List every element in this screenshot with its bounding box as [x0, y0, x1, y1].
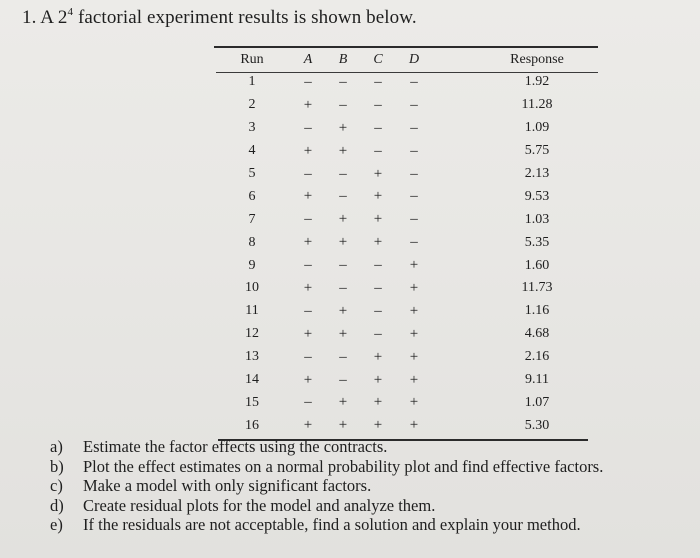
cell-b: – [339, 348, 347, 365]
question-letter: b) [50, 456, 64, 476]
table-row [214, 231, 598, 254]
header-a: A [303, 52, 313, 67]
question-item [50, 515, 603, 535]
cell-c: – [374, 257, 382, 274]
cell-c: + [373, 234, 383, 251]
cell-a: + [303, 279, 313, 296]
cell-c: – [374, 279, 382, 296]
cell-b: + [338, 211, 348, 228]
header-spacer [432, 49, 476, 71]
cell-run: 8 [248, 234, 256, 250]
table-top-rule [214, 46, 598, 48]
cell-b: – [339, 165, 347, 182]
table-row [214, 414, 598, 437]
question-item [50, 476, 603, 496]
cell-spacer [432, 369, 476, 392]
cell-response: 1.03 [524, 211, 550, 227]
cell-spacer [432, 117, 476, 140]
cell-run: 2 [248, 97, 256, 113]
table-row [214, 254, 598, 277]
cell-b: – [339, 188, 347, 205]
cell-spacer [432, 300, 476, 323]
cell-spacer [432, 391, 476, 414]
cell-d: – [410, 234, 418, 251]
cell-c: – [374, 142, 382, 159]
question-text: Plot the effect estimates on a normal probability plot and find effective factors. [83, 456, 604, 476]
cell-d: – [410, 165, 418, 182]
cell-a: – [304, 394, 312, 411]
question-item [50, 457, 603, 477]
cell-d: + [409, 302, 419, 319]
table-row [214, 117, 598, 140]
cell-b: + [338, 325, 348, 342]
cell-a: + [303, 371, 313, 388]
cell-run: 1 [248, 74, 256, 90]
cell-b: – [339, 279, 347, 296]
problem-title [22, 6, 417, 29]
cell-a: + [303, 188, 313, 205]
table-row [214, 140, 598, 163]
cell-c: + [373, 211, 383, 228]
cell-response: 4.68 [524, 326, 550, 342]
cell-spacer [432, 140, 476, 163]
cell-spacer [432, 277, 476, 300]
question-letter: e) [50, 515, 63, 534]
title-exponent: 4 [67, 6, 74, 18]
table-row [214, 71, 598, 94]
cell-spacer [432, 185, 476, 208]
cell-d: – [410, 142, 418, 159]
header-run: Run [240, 52, 264, 67]
cell-run: 12 [245, 326, 259, 342]
cell-run: 7 [248, 211, 256, 227]
cell-a: + [303, 325, 313, 342]
cell-run: 11 [245, 303, 259, 319]
question-text: Create residual plots for the model and analyze them. [83, 495, 436, 515]
table-row [214, 163, 598, 186]
cell-b: + [338, 142, 348, 159]
cell-b: + [338, 234, 348, 251]
cell-run: 16 [245, 417, 259, 433]
table-row [214, 369, 598, 392]
cell-b: – [339, 73, 347, 90]
cell-b: + [338, 417, 348, 434]
cell-d: – [410, 211, 418, 228]
cell-a: – [304, 73, 312, 90]
question-letter: a) [50, 437, 63, 456]
table-header-row [214, 49, 598, 71]
cell-d: + [409, 348, 419, 365]
question-letter: c) [50, 476, 63, 495]
cell-c: + [373, 417, 383, 434]
cell-spacer [432, 208, 476, 231]
table-row [214, 94, 598, 117]
cell-response: 1.09 [524, 120, 550, 136]
cell-response: 9.11 [525, 372, 549, 388]
cell-b: – [339, 371, 347, 388]
table-row [214, 185, 598, 208]
cell-response: 2.13 [524, 166, 550, 181]
cell-a: + [303, 417, 313, 434]
cell-response: 1.16 [524, 303, 550, 319]
question-letter: d) [50, 495, 64, 515]
cell-a: – [304, 302, 312, 319]
question-text: Estimate the factor effects using the contracts. [83, 437, 388, 456]
header-b: B [338, 52, 348, 67]
cell-spacer [432, 323, 476, 346]
question-item [50, 496, 603, 516]
cell-response: 5.35 [524, 234, 550, 250]
cell-c: + [373, 165, 383, 182]
table-row [214, 391, 598, 414]
cell-response: 5.75 [524, 143, 550, 159]
cell-response: 11.73 [521, 280, 553, 296]
question-text: Make a model with only significant factors. [83, 476, 372, 495]
question-list [50, 437, 603, 535]
cell-c: – [374, 325, 382, 342]
question-text: If the residuals are not acceptable, find a solution and explain your method. [83, 515, 581, 534]
cell-spacer [432, 94, 476, 117]
table-row [214, 346, 598, 369]
cell-response: 5.30 [524, 417, 550, 433]
cell-b: – [339, 96, 347, 113]
cell-a: – [304, 165, 312, 182]
cell-run: 9 [248, 257, 256, 273]
header-response: Response [510, 52, 564, 67]
cell-a: – [304, 211, 312, 228]
table-row [214, 208, 598, 231]
cell-d: + [409, 325, 419, 342]
cell-response: 1.92 [524, 74, 550, 90]
cell-spacer [432, 254, 476, 277]
cell-c: + [373, 394, 383, 411]
cell-a: – [304, 257, 312, 274]
cell-d: – [410, 73, 418, 90]
cell-c: – [374, 302, 382, 319]
cell-response: 9.53 [524, 188, 550, 204]
cell-d: – [410, 119, 418, 136]
cell-run: 3 [248, 120, 256, 136]
title-rest: factorial experiment results is shown below. [73, 7, 417, 28]
design-table [214, 49, 598, 437]
cell-run: 13 [245, 349, 259, 365]
cell-response: 2.16 [524, 349, 550, 365]
cell-a: + [303, 142, 313, 159]
table-row [214, 277, 598, 300]
cell-c: + [373, 188, 383, 205]
cell-d: – [410, 188, 418, 205]
table-row [214, 300, 598, 323]
table-row [214, 323, 598, 346]
cell-c: – [374, 73, 382, 90]
header-d: D [408, 52, 420, 67]
cell-b: + [338, 394, 348, 411]
table-body [214, 71, 598, 437]
cell-b: + [338, 119, 348, 136]
cell-b: + [338, 302, 348, 319]
cell-c: – [374, 96, 382, 113]
cell-a: + [303, 96, 313, 113]
question-item [50, 437, 603, 457]
cell-d: + [409, 371, 419, 388]
cell-d: + [409, 257, 419, 274]
cell-c: – [374, 119, 382, 136]
cell-a: – [304, 119, 312, 136]
cell-spacer [432, 163, 476, 186]
cell-run: 4 [248, 143, 256, 159]
cell-c: + [373, 348, 383, 365]
cell-d: – [410, 96, 418, 113]
cell-a: – [304, 348, 312, 365]
cell-d: + [409, 279, 419, 296]
cell-spacer [432, 346, 476, 369]
cell-d: + [409, 417, 419, 434]
cell-spacer [432, 231, 476, 254]
cell-a: + [303, 234, 313, 251]
cell-response: 1.07 [524, 394, 550, 410]
cell-spacer [432, 414, 476, 437]
cell-response: 1.60 [524, 257, 550, 273]
cell-c: + [373, 371, 383, 388]
title-prefix: 1. A 2 [22, 7, 68, 28]
cell-run: 10 [245, 280, 259, 296]
cell-run: 6 [248, 188, 256, 204]
cell-response: 11.28 [521, 97, 553, 113]
header-c: C [373, 52, 383, 67]
cell-run: 14 [245, 372, 259, 388]
cell-spacer [432, 71, 476, 94]
cell-d: + [409, 394, 419, 411]
cell-run: 5 [248, 166, 256, 181]
cell-run: 15 [245, 394, 259, 410]
cell-b: – [339, 257, 347, 274]
